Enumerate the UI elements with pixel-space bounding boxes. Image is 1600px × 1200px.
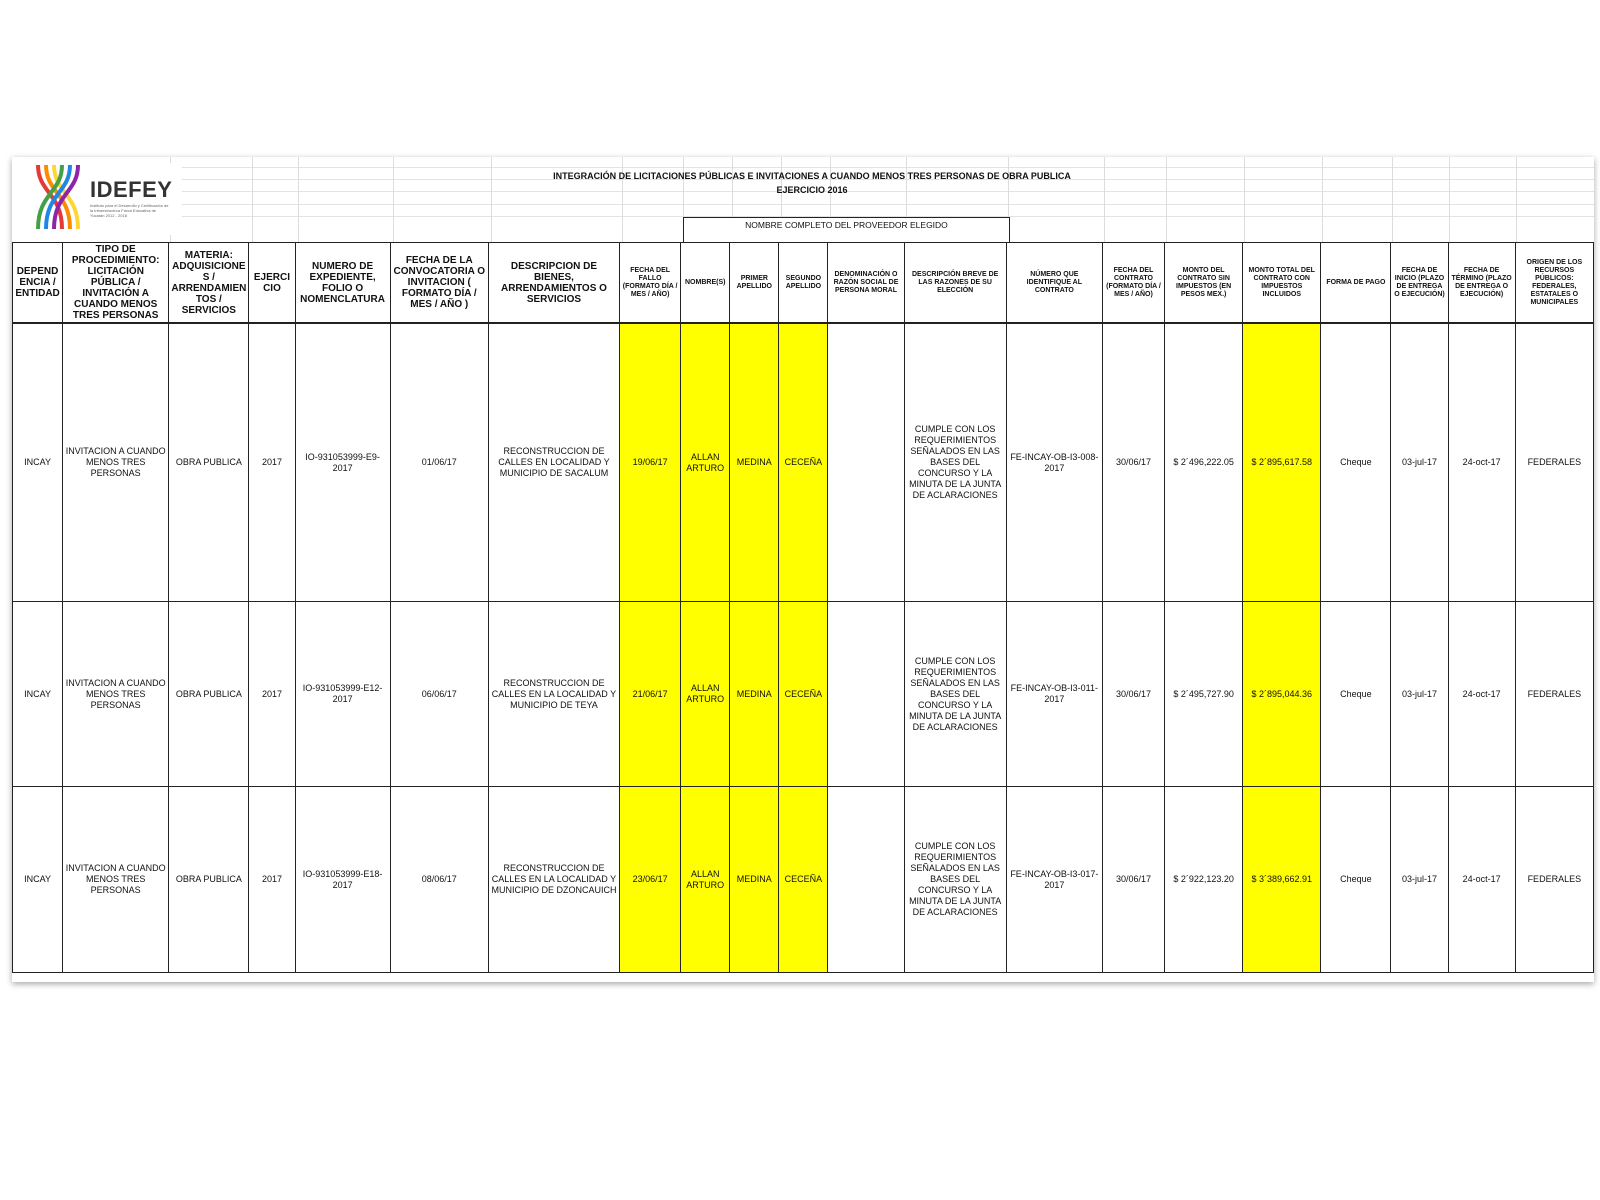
table-cell[interactable]: INCAY — [13, 787, 63, 973]
table-cell[interactable]: INVITACION A CUANDO MENOS TRES PERSONAS — [63, 602, 169, 787]
table-cell[interactable] — [828, 602, 904, 787]
col-header: DENOMINACIÓN O RAZÓN SOCIAL DE PERSONA MORAL — [828, 243, 904, 324]
col-header: EJERCI CIO — [249, 243, 295, 324]
col-header: FECHA DEL CONTRATO (FORMATO DÍA / MES / AÑO) — [1102, 243, 1164, 324]
table-cell[interactable]: 21/06/17 — [620, 602, 681, 787]
col-header: FECHA DE LA CONVOCATORIA O INVITACION ( FORMATO DÍA / MES / AÑO ) — [390, 243, 488, 324]
logo-subtitle: Instituto para el Desarrollo y Certificación de la Infraestructura Física Educativa de Yucatán 2012 - 2018 — [90, 203, 169, 218]
table-cell[interactable]: $ 2´496,222.05 — [1165, 323, 1243, 602]
table-cell[interactable]: OBRA PUBLICA — [169, 602, 249, 787]
table-cell[interactable]: 03-jul-17 — [1391, 602, 1448, 787]
table-cell[interactable]: FE-INCAY-OB-I3-011-2017 — [1006, 602, 1102, 787]
table-cell[interactable]: Cheque — [1321, 787, 1391, 973]
col-header: PRIMER APELLIDO — [730, 243, 779, 324]
col-header: FECHA DEL FALLO (FORMATO DÍA / MES / AÑO) — [620, 243, 681, 324]
table-cell[interactable]: IO-931053999-E12-2017 — [295, 602, 390, 787]
table-cell[interactable]: 2017 — [249, 602, 295, 787]
col-header: SEGUNDO APELLIDO — [779, 243, 828, 324]
col-header: TIPO DE PROCEDIMIENTO: LICITACIÓN PÚBLICA / INVITACIÓN A CUANDO MENOS TRES PERSONAS — [63, 243, 169, 324]
table-cell[interactable]: $ 2´922,123.20 — [1165, 787, 1243, 973]
table-cell[interactable]: INVITACION A CUANDO MENOS TRES PERSONAS — [63, 323, 169, 602]
table-cell[interactable]: 2017 — [249, 323, 295, 602]
table-cell[interactable]: Cheque — [1321, 602, 1391, 787]
table-cell[interactable]: FE-INCAY-OB-I3-017-2017 — [1006, 787, 1102, 973]
table-cell[interactable]: IO-931053999-E18-2017 — [295, 787, 390, 973]
table-cell[interactable]: CECEÑA — [779, 787, 828, 973]
table-cell[interactable] — [828, 323, 904, 602]
table-cell[interactable]: 03-jul-17 — [1391, 323, 1448, 602]
table-cell[interactable]: OBRA PUBLICA — [169, 787, 249, 973]
table-cell[interactable]: INVITACION A CUANDO MENOS TRES PERSONAS — [63, 787, 169, 973]
table-cell[interactable]: $ 3´389,662.91 — [1243, 787, 1321, 973]
idefey-logo-icon — [32, 163, 88, 231]
table-cell[interactable]: 01/06/17 — [390, 323, 488, 602]
table-cell[interactable]: MEDINA — [730, 323, 779, 602]
table-cell[interactable]: FE-INCAY-OB-I3-008-2017 — [1006, 323, 1102, 602]
table-cell[interactable]: ALLAN ARTURO — [681, 323, 730, 602]
logo-brand-text: IDEFEY — [90, 177, 173, 202]
col-header: FECHA DE TÉRMINO (PLAZO DE ENTREGA O EJECUCIÓN) — [1448, 243, 1515, 324]
table-cell[interactable]: RECONSTRUCCION DE CALLES EN LOCALIDAD Y MUNICIPIO DE SACALUM — [488, 323, 619, 602]
col-header: MONTO DEL CONTRATO SIN IMPUESTOS (EN PESOS MEX.) — [1165, 243, 1243, 324]
table-row — [13, 602, 1594, 787]
provider-group-header: NOMBRE COMPLETO DEL PROVEEDOR ELEGIDO — [683, 217, 1010, 243]
table-cell[interactable]: 30/06/17 — [1102, 323, 1164, 602]
table-cell[interactable]: INCAY — [13, 602, 63, 787]
col-header: MATERIA: ADQUISICIONE S / ARRENDAMIEN TOS / SERVICIOS — [169, 243, 249, 324]
col-header: FORMA DE PAGO — [1321, 243, 1391, 324]
table-cell[interactable]: ALLAN ARTURO — [681, 602, 730, 787]
table-cell[interactable]: 19/06/17 — [620, 323, 681, 602]
idefey-logo — [32, 163, 182, 235]
table-cell[interactable]: ALLAN ARTURO — [681, 787, 730, 973]
spreadsheet-sheet — [12, 157, 1594, 982]
page-subtitle: EJERCICIO 2016 — [776, 185, 848, 195]
table-cell[interactable]: CUMPLE CON LOS REQUERIMIENTOS SEÑALADOS EN LAS BASES DEL CONCURSO Y LA MINUTA DE LA JUNTA DE ACLARACIONES — [904, 787, 1006, 973]
table-cell[interactable]: $ 2´895,044.36 — [1243, 602, 1321, 787]
table-cell[interactable]: FEDERALES — [1515, 787, 1593, 973]
table-cell[interactable]: MEDINA — [730, 787, 779, 973]
col-header: NÚMERO QUE IDENTIFIQUE AL CONTRATO — [1006, 243, 1102, 324]
table-cell[interactable]: INCAY — [13, 323, 63, 602]
table-cell[interactable]: 23/06/17 — [620, 787, 681, 973]
col-header: MONTO TOTAL DEL CONTRATO CON IMPUESTOS INCLUIDOS — [1243, 243, 1321, 324]
table-cell[interactable]: FEDERALES — [1515, 323, 1593, 602]
table-cell[interactable]: Cheque — [1321, 323, 1391, 602]
col-header: DESCRIPCION DE BIENES, ARRENDAMIENTOS O SERVICIOS — [488, 243, 619, 324]
table-cell[interactable]: CECEÑA — [779, 602, 828, 787]
table-row — [13, 323, 1594, 602]
table-cell[interactable]: CUMPLE CON LOS REQUERIMIENTOS SEÑALADOS EN LAS BASES DEL CONCURSO Y LA MINUTA DE LA JUNTA DE ACLARACIONES — [904, 323, 1006, 602]
table-cell[interactable]: RECONSTRUCCION DE CALLES EN LA LOCALIDAD Y MUNICIPIO DE TEYA — [488, 602, 619, 787]
table-cell[interactable]: 08/06/17 — [390, 787, 488, 973]
table-cell[interactable]: 24-oct-17 — [1448, 602, 1515, 787]
col-header: DEPEND ENCIA / ENTIDAD — [13, 243, 63, 324]
page-title: INTEGRACIÓN DE LICITACIONES PÚBLICAS E INVITACIONES A CUANDO MENOS TRES PERSONAS DE OBRA PUBLICA — [553, 171, 1071, 181]
table-cell[interactable]: 24-oct-17 — [1448, 787, 1515, 973]
table-row — [13, 787, 1594, 973]
table-cell[interactable]: $ 2´495,727.90 — [1165, 602, 1243, 787]
table-cell[interactable]: FEDERALES — [1515, 602, 1593, 787]
col-header: FECHA DE INICIO (PLAZO DE ENTREGA O EJECUCIÓN) — [1391, 243, 1448, 324]
table-cell[interactable]: OBRA PUBLICA — [169, 323, 249, 602]
table-cell[interactable]: 03-jul-17 — [1391, 787, 1448, 973]
table-cell[interactable]: MEDINA — [730, 602, 779, 787]
table-cell[interactable]: CUMPLE CON LOS REQUERIMIENTOS SEÑALADOS EN LAS BASES DEL CONCURSO Y LA MINUTA DE LA JUNTA DE ACLARACIONES — [904, 602, 1006, 787]
table-cell[interactable]: RECONSTRUCCION DE CALLES EN LA LOCALIDAD Y MUNICIPIO DE DZONCAUICH — [488, 787, 619, 973]
table-cell[interactable]: 30/06/17 — [1102, 602, 1164, 787]
col-header: NUMERO DE EXPEDIENTE, FOLIO O NOMENCLATURA — [295, 243, 390, 324]
table-cell[interactable]: IO-931053999-E9-2017 — [295, 323, 390, 602]
table-cell[interactable]: $ 2´895,617.58 — [1243, 323, 1321, 602]
table-cell[interactable]: CECEÑA — [779, 323, 828, 602]
procurement-table — [12, 242, 1594, 973]
table-cell[interactable]: 30/06/17 — [1102, 787, 1164, 973]
table-cell[interactable]: 2017 — [249, 787, 295, 973]
header-row — [13, 243, 1594, 324]
table-cell[interactable]: 24-oct-17 — [1448, 323, 1515, 602]
table-cell[interactable]: 06/06/17 — [390, 602, 488, 787]
col-header: DESCRIPCIÓN BREVE DE LAS RAZONES DE SU ELECCIÓN — [904, 243, 1006, 324]
col-header: NOMBRE(S) — [681, 243, 730, 324]
table-cell[interactable] — [828, 787, 904, 973]
col-header: ORIGEN DE LOS RECURSOS PÚBLICOS: FEDERALES, ESTATALES O MUNICIPALES — [1515, 243, 1593, 324]
